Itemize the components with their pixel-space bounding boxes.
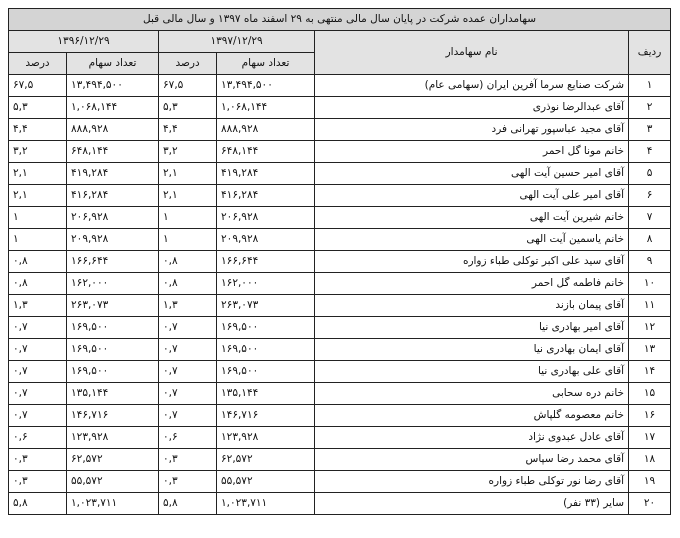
row-number-cell: ۱ [629,75,671,97]
row-number-cell: ۱۹ [629,471,671,493]
shares-1396-cell: ۴۱۶,۲۸۴ [67,185,159,207]
shareholder-name-cell: خانم شیرین آیت الهی [315,207,629,229]
shareholder-name-cell: آقای محمد رضا سپاس [315,449,629,471]
shares-1396-cell: ۱۶۹,۵۰۰ [67,339,159,361]
shares-1397-cell: ۱۶۲,۰۰۰ [217,273,315,295]
shares-1397-cell: ۵۵,۵۷۲ [217,471,315,493]
shares-1397-cell: ۴۱۶,۲۸۴ [217,185,315,207]
shares-1397-cell: ۱,۰۶۸,۱۴۴ [217,97,315,119]
row-number-cell: ۱۶ [629,405,671,427]
percent-1396-cell: ۰,۷ [9,383,67,405]
percent-1397-cell: ۱,۳ [159,295,217,317]
row-number-cell: ۴ [629,141,671,163]
table-body [9,75,671,515]
percent-1397-cell: ۰,۸ [159,251,217,273]
shareholder-name-cell: آقای پیمان بازند [315,295,629,317]
row-number-cell: ۳ [629,119,671,141]
row-number-header: ردیف [629,31,671,75]
percent-1396-cell: ۰,۷ [9,405,67,427]
table-row [9,207,671,229]
percent-1397-cell: ۴,۴ [159,119,217,141]
percent-1396-header: درصد [9,53,67,75]
table-row [9,361,671,383]
shareholder-name-cell: خانم فاطمه گل احمر [315,273,629,295]
row-number-cell: ۱۰ [629,273,671,295]
table-row [9,185,671,207]
table-row [9,97,671,119]
percent-1397-cell: ۵,۸ [159,493,217,515]
shares-1396-cell: ۱۶۹,۵۰۰ [67,361,159,383]
row-number-cell: ۱۵ [629,383,671,405]
shares-1397-cell: ۱۶۶,۶۴۴ [217,251,315,273]
percent-1397-cell: ۵,۳ [159,97,217,119]
percent-1397-cell: ۱ [159,207,217,229]
shares-1397-cell: ۶۴۸,۱۴۴ [217,141,315,163]
shareholder-name-cell: آقای امیر بهادری نیا [315,317,629,339]
percent-1396-cell: ۰,۳ [9,471,67,493]
percent-1397-cell: ۰,۷ [159,339,217,361]
shares-1397-cell: ۲۰۹,۹۲۸ [217,229,315,251]
row-number-cell: ۷ [629,207,671,229]
percent-1396-cell: ۲,۱ [9,185,67,207]
percent-1396-cell: ۰,۸ [9,251,67,273]
table-row [9,75,671,97]
percent-1396-cell: ۰,۸ [9,273,67,295]
percent-1397-cell: ۰,۷ [159,383,217,405]
shares-1396-cell: ۱۴۶,۷۱۶ [67,405,159,427]
row-number-cell: ۱۸ [629,449,671,471]
percent-1397-cell: ۳,۲ [159,141,217,163]
percent-1396-cell: ۰,۷ [9,361,67,383]
shares-1396-cell: ۱۶۶,۶۴۴ [67,251,159,273]
percent-1397-cell: ۰,۳ [159,449,217,471]
percent-1397-cell: ۰,۷ [159,361,217,383]
row-number-cell: ۲ [629,97,671,119]
percent-1397-cell: ۰,۷ [159,317,217,339]
shares-1396-cell: ۲۶۳,۰۷۳ [67,295,159,317]
shares-1396-cell: ۱۳۵,۱۴۴ [67,383,159,405]
table-row [9,251,671,273]
shares-1396-cell: ۶۲,۵۷۲ [67,449,159,471]
row-number-cell: ۱۷ [629,427,671,449]
percent-1396-cell: ۴,۴ [9,119,67,141]
percent-1396-cell: ۱ [9,207,67,229]
shareholder-name-cell: خانم معصومه گلپاش [315,405,629,427]
shares-1396-cell: ۱۲۳,۹۲۸ [67,427,159,449]
shares-1397-cell: ۱۶۹,۵۰۰ [217,361,315,383]
shareholder-name-cell: آقای عادل عبدوی نژاد [315,427,629,449]
row-number-cell: ۲۰ [629,493,671,515]
table-row [9,317,671,339]
percent-1396-cell: ۲,۱ [9,163,67,185]
shares-1396-cell: ۱۳,۴۹۴,۵۰۰ [67,75,159,97]
shares-1397-cell: ۱۳۵,۱۴۴ [217,383,315,405]
row-number-cell: ۸ [629,229,671,251]
table-row [9,273,671,295]
table-row [9,471,671,493]
year-1396-header: ۱۳۹۶/۱۲/۲۹ [9,31,159,53]
table-row [9,493,671,515]
shares-1397-cell: ۱۳,۴۹۴,۵۰۰ [217,75,315,97]
shares-1397-cell: ۶۲,۵۷۲ [217,449,315,471]
shareholder-name-cell: آقای علی بهادری نیا [315,361,629,383]
shares-1396-cell: ۱,۰۲۳,۷۱۱ [67,493,159,515]
shares-1397-cell: ۱۲۳,۹۲۸ [217,427,315,449]
table-row [9,427,671,449]
shares-1396-cell: ۶۴۸,۱۴۴ [67,141,159,163]
shares-1397-cell: ۲۰۶,۹۲۸ [217,207,315,229]
shares-1397-cell: ۱۶۹,۵۰۰ [217,317,315,339]
shareholder-name-header: نام سهامدار [315,31,629,75]
percent-1397-cell: ۲,۱ [159,163,217,185]
percent-1396-cell: ۰,۷ [9,339,67,361]
row-number-cell: ۱۲ [629,317,671,339]
table-row [9,383,671,405]
shareholder-name-cell: شرکت صنایع سرما آفرین ایران (سهامی عام) [315,75,629,97]
percent-1396-cell: ۰,۶ [9,427,67,449]
percent-1396-cell: ۶۷,۵ [9,75,67,97]
shares-1397-cell: ۴۱۹,۲۸۴ [217,163,315,185]
percent-1397-cell: ۲,۱ [159,185,217,207]
shares-1397-header: تعداد سهام [217,53,315,75]
shares-1397-cell: ۲۶۳,۰۷۳ [217,295,315,317]
row-number-cell: ۵ [629,163,671,185]
percent-1396-cell: ۵,۸ [9,493,67,515]
table-row [9,163,671,185]
table-row [9,449,671,471]
shares-1396-cell: ۱۶۲,۰۰۰ [67,273,159,295]
document-page [8,8,670,515]
row-number-cell: ۱۳ [629,339,671,361]
shareholders-table [8,8,671,515]
shareholder-name-cell: سایر (۳۳ نفر) [315,493,629,515]
percent-1397-cell: ۰,۳ [159,471,217,493]
shares-1396-cell: ۲۰۹,۹۲۸ [67,229,159,251]
percent-1396-cell: ۰,۳ [9,449,67,471]
shares-1396-cell: ۱۶۹,۵۰۰ [67,317,159,339]
percent-1397-header: درصد [159,53,217,75]
shareholder-name-cell: آقای عبدالرضا نوذری [315,97,629,119]
shareholder-name-cell: آقای امیر حسین آیت الهی [315,163,629,185]
percent-1396-cell: ۵,۳ [9,97,67,119]
shares-1396-cell: ۲۰۶,۹۲۸ [67,207,159,229]
table-row [9,229,671,251]
shareholder-name-cell: آقای سید علی اکبر توکلی طباء زواره [315,251,629,273]
shareholder-name-cell: خانم یاسمین آیت الهی [315,229,629,251]
shares-1396-cell: ۱,۰۶۸,۱۴۴ [67,97,159,119]
shareholder-name-cell: آقای ایمان بهادری نیا [315,339,629,361]
percent-1397-cell: ۶۷,۵ [159,75,217,97]
percent-1396-cell: ۱,۳ [9,295,67,317]
table-row [9,295,671,317]
row-number-cell: ۶ [629,185,671,207]
table-row [9,141,671,163]
row-number-cell: ۱۴ [629,361,671,383]
table-row [9,119,671,141]
shares-1396-cell: ۵۵,۵۷۲ [67,471,159,493]
shareholder-name-cell: آقای امیر علی آیت الهی [315,185,629,207]
table-row [9,339,671,361]
percent-1397-cell: ۱ [159,229,217,251]
shares-1397-cell: ۱۶۹,۵۰۰ [217,339,315,361]
shareholder-name-cell: خانم مونا گل احمر [315,141,629,163]
percent-1396-cell: ۱ [9,229,67,251]
shareholder-name-cell: آقای مجید عباسپور تهرانی فرد [315,119,629,141]
shares-1397-cell: ۱,۰۲۳,۷۱۱ [217,493,315,515]
percent-1397-cell: ۰,۸ [159,273,217,295]
shares-1396-header: تعداد سهام [67,53,159,75]
percent-1397-cell: ۰,۷ [159,405,217,427]
percent-1397-cell: ۰,۶ [159,427,217,449]
table-row [9,405,671,427]
row-number-cell: ۱۱ [629,295,671,317]
row-number-cell: ۹ [629,251,671,273]
shares-1396-cell: ۸۸۸,۹۲۸ [67,119,159,141]
shares-1396-cell: ۴۱۹,۲۸۴ [67,163,159,185]
percent-1396-cell: ۰,۷ [9,317,67,339]
shares-1397-cell: ۸۸۸,۹۲۸ [217,119,315,141]
year-1397-header: ۱۳۹۷/۱۲/۲۹ [159,31,315,53]
shareholder-name-cell: خانم دره سحابی [315,383,629,405]
percent-1396-cell: ۳,۲ [9,141,67,163]
shares-1397-cell: ۱۴۶,۷۱۶ [217,405,315,427]
table-title: سهامداران عمده شرکت در پایان سال مالی منتهی به ۲۹ اسفند ماه ۱۳۹۷ و سال مالی قبل [9,9,671,31]
shareholder-name-cell: آقای رضا نور توکلی طباء زواره [315,471,629,493]
